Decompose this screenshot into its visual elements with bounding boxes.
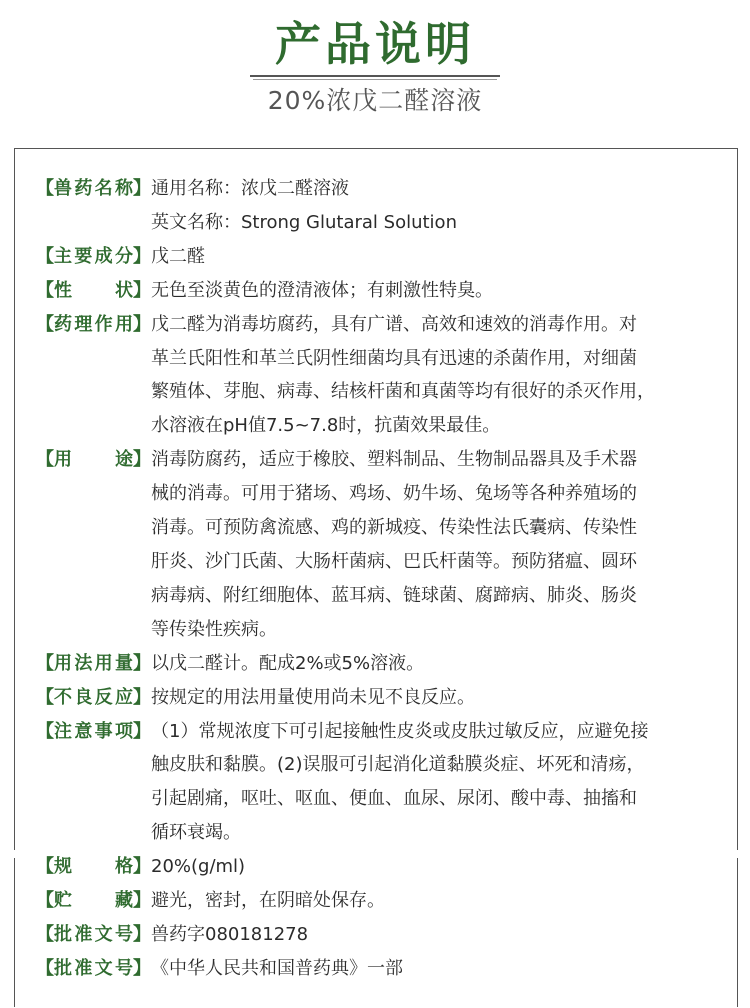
spec-label: 【 药 理 作 用 】: [36, 308, 151, 342]
spec-row: [36, 240, 720, 274]
spec-value: 病毒病、附红细胞体、蓝耳病、链球菌、腐蹄病、肺炎、肠炎: [151, 584, 637, 606]
spec-value: 戊二醛为消毒坊腐药，具有广谱、高效和速效的消毒作用。对: [151, 313, 637, 335]
spec-row: [36, 850, 720, 884]
spec-row: [36, 477, 720, 511]
spec-row: [36, 375, 720, 409]
spec-value: 《中华人民共和国普药典》一部: [151, 957, 403, 979]
spec-row: [36, 884, 720, 918]
spec-row: [36, 918, 720, 952]
spec-label: 【 主 要 成 分 】: [36, 240, 151, 274]
spec-value: 避光，密封，在阴暗处保存。: [151, 890, 385, 912]
spec-value: 引起剧痛，呕吐、呕血、便血、血尿、尿闭、酸中毒、抽搐和: [151, 788, 637, 810]
spec-row: [36, 308, 720, 342]
page-title: 产品说明: [275, 17, 475, 71]
spec-row: [36, 172, 720, 206]
spec-row: [36, 647, 720, 681]
spec-row: [36, 443, 720, 477]
page-subtitle: 20%浓戊二醛溶液: [267, 86, 483, 115]
spec-label-text: 性 状: [54, 279, 133, 301]
spec-value: 以戊二醛计。配成2%或5%溶液。: [151, 652, 425, 674]
spec-row: [36, 545, 720, 579]
spec-row: [36, 274, 720, 308]
spec-value: 械的消毒。可用于猪场、鸡场、奶牛场、兔场等各种养殖场的: [151, 483, 637, 505]
spec-value: 消毒。可预防禽流感、鸡的新城疫、传染性法氏囊病、传染性: [151, 517, 637, 539]
spec-row: [36, 409, 720, 443]
spec-label: 【 兽 药 名 称 】: [36, 172, 151, 206]
spec-row: [36, 511, 720, 545]
spec-value: 水溶液在pH值7.5~7.8时，抗菌效果最佳。: [151, 415, 501, 437]
spec-label: 【 批 准 文 号 】: [36, 918, 151, 952]
spec-label: 【 不 良 反 应 】: [36, 681, 151, 715]
spec-value: 循环衰竭。: [151, 822, 241, 844]
spec-label-text: 注 意 事 项: [54, 720, 133, 742]
spec-row: [36, 579, 720, 613]
spec-table: [36, 172, 720, 986]
title-underline-thin: [253, 79, 497, 80]
spec-label-text: 兽 药 名 称: [54, 178, 133, 199]
spec-label-text: 贮 藏: [54, 890, 133, 912]
spec-value: 等传染性疾病。: [151, 618, 277, 640]
spec-value: 通用名称：浓戊二醛溶液: [151, 178, 349, 199]
spec-value: 繁殖体、芽胞、病毒、结核杆菌和真菌等均有很好的杀灭作用，: [151, 381, 655, 403]
spec-label-text: 批 准 文 号: [54, 923, 133, 945]
spec-label: 【 性 状 】: [36, 274, 151, 308]
title-underline: [250, 75, 500, 77]
spec-label: 【 批 准 文 号 】: [36, 952, 151, 986]
spec-row: [36, 613, 720, 647]
spec-label: 【 用 法 用 量 】: [36, 647, 151, 681]
spec-label-text: 用 途: [54, 449, 133, 471]
spec-value: 按规定的用法用量使用尚未见不良反应。: [151, 686, 475, 708]
spec-row: [36, 952, 720, 986]
spec-value: 肝炎、沙门氏菌、大肠杆菌病、巴氏杆菌等。预防猪瘟、圆环: [151, 550, 637, 572]
spec-value: 戊二醛: [151, 245, 205, 267]
spec-label-text: 批 准 文 号: [54, 957, 133, 979]
spec-row: [36, 681, 720, 715]
spec-row: [36, 206, 720, 240]
spec-label: 【 注 意 事 项 】: [36, 715, 151, 749]
spec-label-text: 规 格: [54, 856, 133, 878]
spec-value: 革兰氏阳性和革兰氏阴性细菌均具有迅速的杀菌作用，对细菌: [151, 347, 637, 369]
spec-label: 【 用 途 】: [36, 443, 151, 477]
spec-value: （1）常规浓度下可引起接触性皮炎或皮肤过敏反应，应避免接: [151, 720, 649, 742]
spec-label: 【 规 格 】: [36, 850, 151, 884]
spec-value: 英文名称：Strong Glutaral Solution: [151, 211, 457, 233]
spec-value: 无色至淡黄色的澄清液体；有刺激性特臭。: [151, 279, 493, 301]
spec-value: 消毒防腐药，适应于橡胶、塑料制品、生物制品器具及手术器: [151, 449, 637, 471]
spec-label: 【 贮 藏 】: [36, 884, 151, 918]
spec-row: [36, 715, 720, 749]
spec-value: 20%(g/ml): [151, 856, 246, 878]
spec-label-text: 不 良 反 应: [54, 686, 133, 708]
spec-row: [36, 816, 720, 850]
spec-value: 兽药字080181278: [151, 923, 309, 945]
spec-label-text: 药 理 作 用: [54, 313, 133, 335]
spec-row: [36, 782, 720, 816]
spec-row: [36, 748, 720, 782]
spec-label-text: 用 法 用 量: [54, 652, 133, 674]
spec-row: [36, 342, 720, 376]
spec-value: 触皮肤和黏膜。(2)误服可引起消化道黏膜炎症、坏死和清疡，: [151, 754, 645, 776]
spec-label-text: 主 要 成 分: [54, 245, 133, 267]
